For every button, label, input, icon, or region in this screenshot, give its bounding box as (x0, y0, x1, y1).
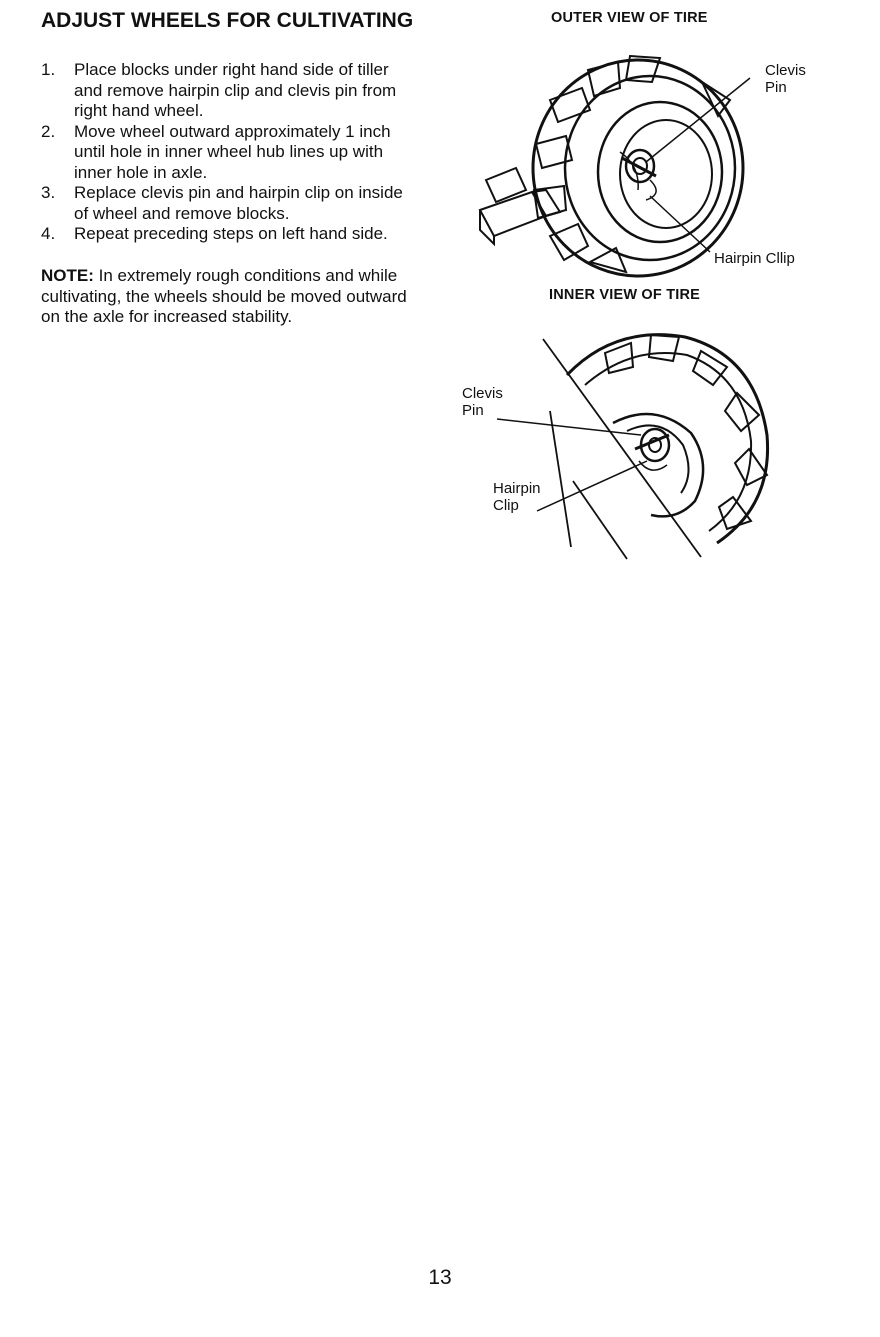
step-text: Place blocks under right hand side of tiller and remove hairpin clip and clevis pin from right hand wheel. (74, 60, 397, 120)
step-item (41, 224, 421, 245)
instruction-steps (41, 60, 421, 245)
support-block-icon (480, 168, 560, 244)
step-number: 3. (41, 183, 56, 202)
inner-hairpin-leader-line (537, 461, 647, 511)
section-heading: ADJUST WHEELS FOR CULTIVATING (41, 9, 414, 32)
outer-tire-illustration (470, 40, 870, 280)
outer-hairpin-clip-label: Hairpin Cllip (714, 250, 795, 267)
step-item (41, 60, 421, 122)
step-number: 2. (41, 121, 56, 141)
outer-clevis-label-line2: Pin (765, 79, 787, 96)
note-paragraph (41, 266, 421, 328)
outer-clevis-label-line1: Clevis (765, 62, 806, 79)
step-number: 1. (41, 60, 56, 79)
page-number: 13 (428, 1266, 452, 1289)
outer-clevis-pin-label (765, 62, 806, 96)
inner-clevis-label-line2: Pin (462, 402, 484, 419)
inner-clevis-pin-label (462, 385, 503, 419)
inner-clevis-label-line1: Clevis (462, 385, 503, 402)
step-text: Replace clevis pin and hairpin clip on inside of wheel and remove blocks. (74, 183, 403, 223)
inner-hairpin-clip-label (493, 480, 541, 514)
step-text: Move wheel outward approximately 1 inch until hole in inner wheel hub lines up with inner hole in axle. (74, 121, 391, 182)
inner-tire-illustration (455, 315, 785, 575)
inner-clevis-leader-line (497, 419, 641, 435)
note-text: In extremely rough conditions and while cultivating, the wheels should be moved outward on the axle for increased stability. (41, 266, 407, 326)
inner-figure-title: INNER VIEW OF TIRE (549, 287, 701, 303)
outer-figure-title: OUTER VIEW OF TIRE (551, 10, 708, 26)
inner-hairpin-label-line2: Clip (493, 497, 519, 514)
axle-line-icon (573, 481, 627, 559)
inner-hairpin-label-line1: Hairpin (493, 480, 541, 497)
step-text: Repeat preceding steps on left hand side. (74, 224, 388, 243)
note-label: NOTE: (41, 266, 94, 285)
step-item (41, 122, 421, 184)
step-number: 4. (41, 224, 56, 243)
axle-line-icon (550, 411, 571, 547)
outer-tire-icon (533, 56, 743, 276)
step-item (41, 183, 421, 224)
